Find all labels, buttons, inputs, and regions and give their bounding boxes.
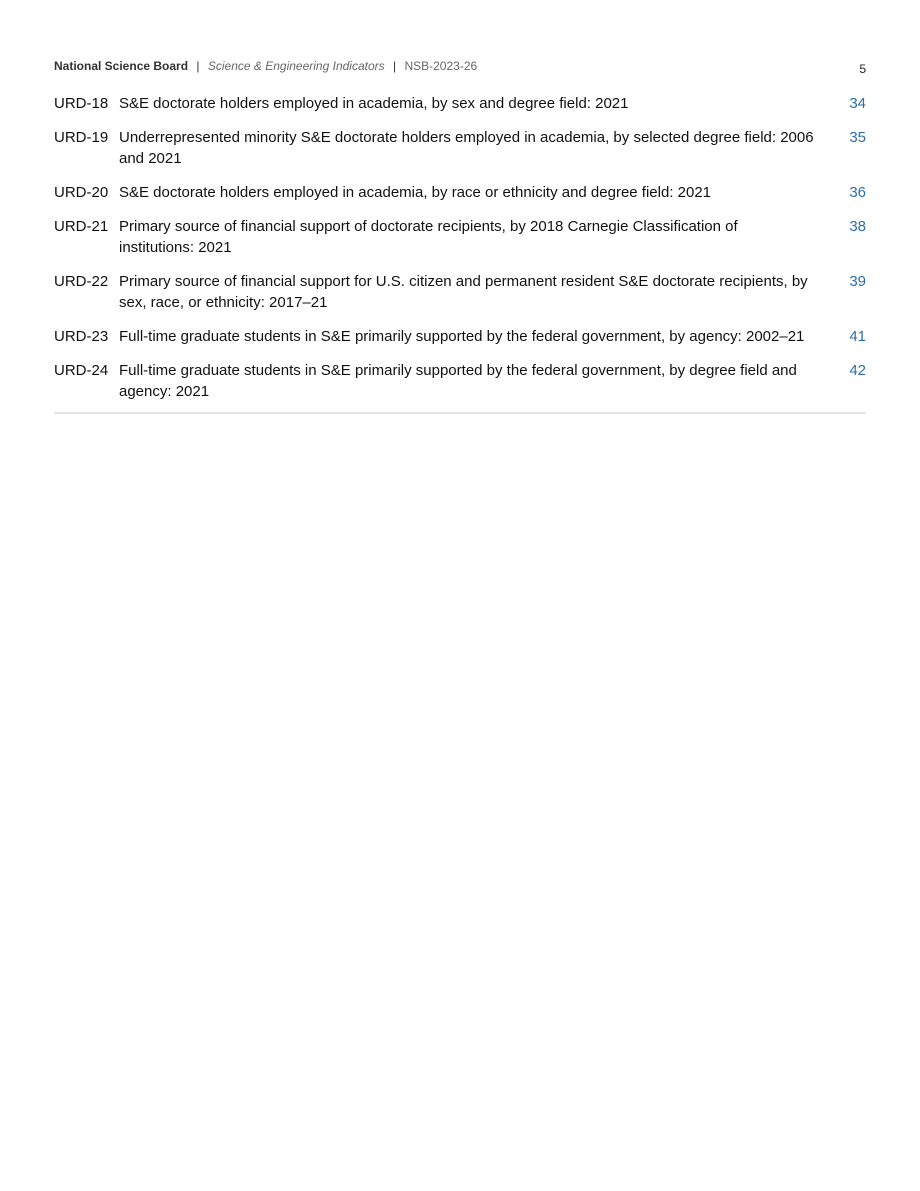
toc-entry-code: URD-24	[54, 362, 109, 379]
toc-entry-title: Primary source of financial support of doctorate recipients, by 2018 Carnegie Classification of institutions: 2021	[119, 218, 738, 256]
header-report-id: NSB-2023-26	[404, 59, 478, 73]
header-separator: |	[196, 59, 200, 73]
toc-entry	[54, 93, 866, 114]
header-separator: |	[392, 59, 397, 73]
toc-entry-code: URD-19	[54, 129, 109, 146]
toc-entry-code: URD-21	[54, 218, 109, 235]
page-number: 5	[859, 62, 866, 76]
toc-entry-page-link[interactable]: 42	[849, 362, 866, 379]
toc-entry	[54, 127, 866, 169]
toc-entry	[54, 271, 866, 313]
toc-entry-code: URD-22	[54, 273, 109, 290]
toc-entry-title: Underrepresented minority S&E doctorate holders employed in academia, by selected degree field: 2006 and 2021	[119, 129, 814, 167]
toc-entry-page-link[interactable]: 38	[849, 218, 866, 235]
table-of-contents	[54, 93, 866, 414]
toc-entry	[54, 360, 866, 402]
toc-entry-page-link[interactable]: 36	[849, 184, 866, 201]
toc-entry-code: URD-23	[54, 328, 109, 345]
header-series: Science & Engineering Indicators	[207, 59, 385, 73]
toc-entry	[54, 216, 866, 258]
toc-entry-title: S&E doctorate holders employed in academia, by sex and degree field: 2021	[119, 95, 629, 112]
toc-entry-page-link[interactable]: 39	[849, 273, 866, 290]
toc-entry-code: URD-18	[54, 95, 109, 112]
toc-entry-page-link[interactable]: 35	[849, 129, 866, 146]
toc-entry-title: Full-time graduate students in S&E primarily supported by the federal government, by agency: 2002–21	[119, 328, 805, 345]
toc-entry-title: Full-time graduate students in S&E primarily supported by the federal government, by degree field and agency: 2021	[119, 362, 797, 400]
toc-entry-page-link[interactable]: 41	[849, 328, 866, 345]
toc-entry-title: S&E doctorate holders employed in academia, by race or ethnicity and degree field: 2021	[119, 184, 712, 201]
toc-entry	[54, 326, 866, 347]
toc-entry	[54, 182, 866, 203]
page-header	[54, 57, 866, 77]
toc-entry-page-link[interactable]: 34	[849, 95, 866, 112]
header-org: National Science Board	[54, 59, 189, 73]
toc-entry-title: Primary source of financial support for U.S. citizen and permanent resident S&E doctorate recipients, by sex, race, or ethnicity: 2017–21	[119, 273, 808, 311]
toc-entry-code: URD-20	[54, 184, 109, 201]
